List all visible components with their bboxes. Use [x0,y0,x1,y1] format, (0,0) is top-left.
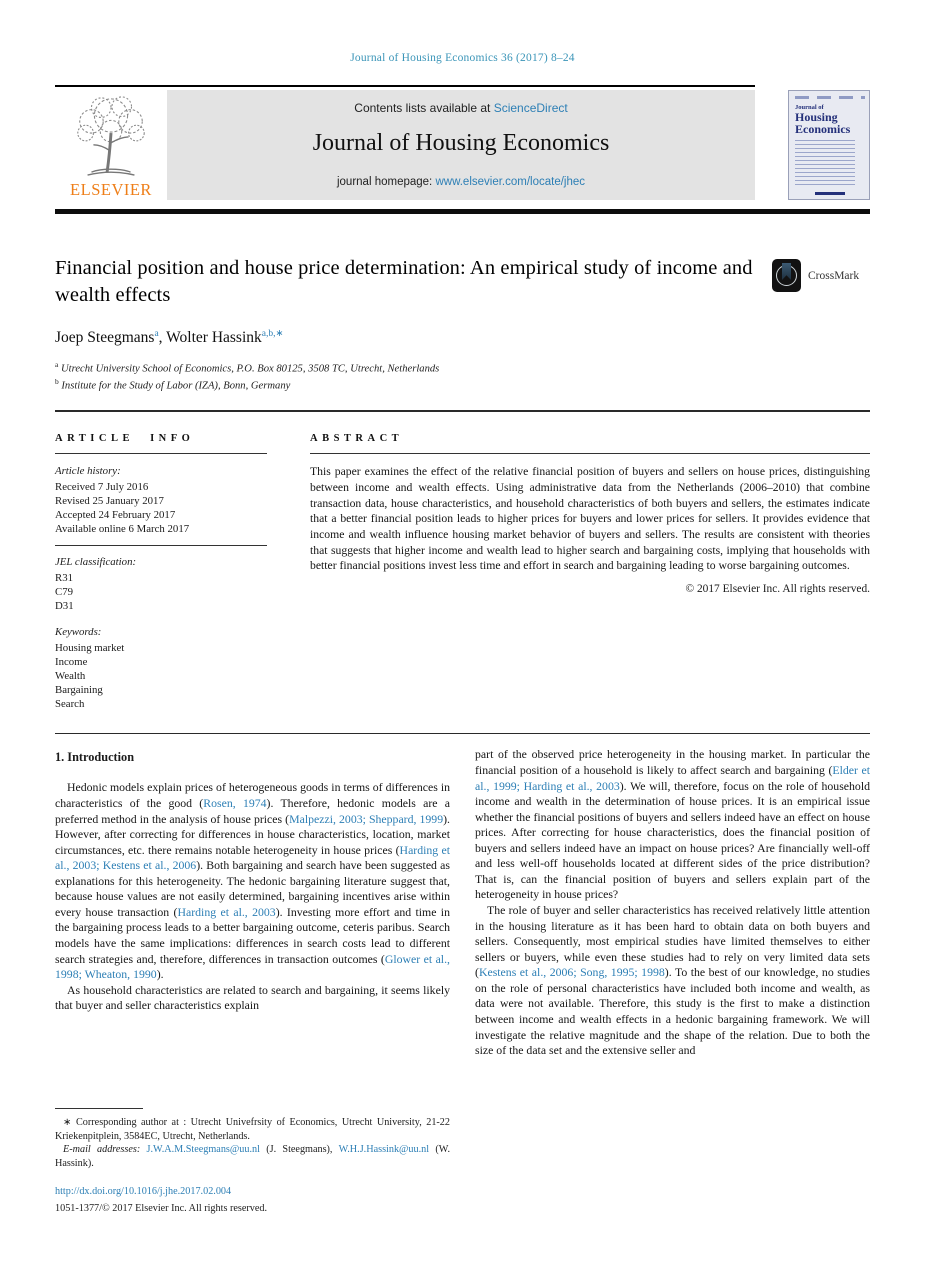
issn-copyright-line: 1051-1377/© 2017 Elsevier Inc. All rights reserved. [55,1202,268,1214]
author-2: Wolter Hassink [166,328,262,346]
cover-footer-mark [815,192,845,195]
inline-link[interactable]: Malpezzi, 2003; Sheppard, 1999 [289,811,444,826]
keyword: Bargaining [55,683,103,696]
homepage-line [167,176,755,188]
cover-contents-lines [795,140,855,186]
article-first-page [0,52,925,1215]
body-paragraph: Hedonic models explain prices of heterogeneous goods in terms of differences in characteristics of the good (Rosen, 1974). Therefore, hedonic models are a preferred method in the analysis of house prices (Malpezzi, 2003; Sheppard, 1999). However, after correcting for differences in house characteristics, location, market circumstances, etc. there remains notable heterogeneity in house prices (Harding et al., 2003; Kestens et al., 2006). Both bargaining and search have been suggested as explanations for this heterogeneity. The hedonic bargaining literature suggest that, because house values are not easily determined, bargaining incentives arise within every house transaction (Harding et al., 2003). Investing more effort and time in the bargaining process leads to a better bargaining outcome, ceteris paribus. Search models have the same implications: differences in search costs lead to different search strategies and, therefore, differences in transaction outcomes (Glower et al., 1998; Wheaton, 1990). [55,780,450,982]
inline-link[interactable]: Rosen, 1974 [203,795,267,810]
keyword: Wealth [55,669,86,682]
elsevier-tree-icon [61,94,161,178]
elsevier-wordmark: ELSEVIER [70,180,152,199]
email-label: E-mail addresses: [63,1144,141,1156]
keywords-label: Keywords: [55,626,102,639]
keyword: Income [55,655,88,668]
body-paragraph: As household characteristics are related to search and bargaining, it seems likely that buyer and seller characteristics explain [55,982,450,1013]
history-label: Article history: [55,465,121,478]
jel-label: JEL classification: [55,556,137,569]
title-row [55,255,870,309]
inline-link[interactable]: Harding et al., 2003 [177,904,276,919]
homepage-link[interactable]: www.elsevier.com/locate/jhec [435,176,586,188]
inline-link[interactable]: Glower et al., 1998; Wheaton, 1990 [55,951,450,982]
history-separator-rule [55,545,267,546]
info-abstract-section [55,433,870,711]
inline-link[interactable]: Kestens et al., 2006; Song, 1995; 1998 [478,965,665,980]
affiliation-a-text: Utrecht University School of Economics, P.O. Box 80125, 3508 TC, Utrecht, Netherlands [61,363,440,375]
author-1: Joep Steegmans [55,328,155,346]
abstract-rule [310,453,870,455]
crossmark-label: CrossMark [808,269,860,282]
top-rule [55,85,755,87]
cover-title-line1: Housing [795,110,838,124]
right-column [475,747,870,1215]
rule-after-affiliations [55,410,870,412]
banner-center [167,90,755,200]
author-1-affiliation-mark[interactable]: a [154,328,159,339]
article-info-column [55,433,267,711]
history-accepted: Accepted 24 February 2017 [55,509,176,522]
keyword: Housing market [55,641,125,654]
crossmark-icon [772,259,801,292]
affiliation-b-mark: b [55,376,59,386]
section-heading-introduction: 1. Introduction [55,750,135,765]
journal-cover-thumbnail[interactable] [788,90,870,200]
abstract-text: This paper examines the effect of the relative financial position of buyers and sellers on house prices, distinguishing between income and wealth effects. Using administrative data from the Netherlands (2006–2010) that combine transaction data, house characteristics, and household characteristics of both buyers and sellers, the estimates indicate that a better financial position leads to higher prices for buyers and lower prices for sellers. It provides evidence that income and wealth influence housing market behavior of buyers and sellers. The results are consistent with theories that suggests that higher income and wealth lead to higher search and bargaining costs, implying that households with better financial positions invest less time and effort in search and bargaining leading to worse bargaining outcomes. [310,465,870,573]
spacer [55,613,267,625]
jel-code: D31 [55,600,74,613]
left-column [55,747,450,1215]
cover-masthead-lines [795,96,865,99]
affiliations [55,360,870,394]
footnote-block [55,1108,450,1216]
sciencedirect-link[interactable]: ScienceDirect [493,101,568,115]
contents-line [167,101,755,115]
inline-link[interactable]: Harding et al., 2003; Kestens et al., 2006 [55,842,450,873]
history-received: Received 7 July 2016 [55,481,149,494]
doi-link[interactable]: http://dx.doi.org/10.1016/j.jhe.2017.02.004 [55,1186,232,1198]
keyword: Search [55,697,85,710]
jel-code: R31 [55,572,73,584]
body-paragraph: part of the observed price heterogeneity in the housing market. In particular the financial position of a household is likely to affect search and bargaining (Elder et al., 1999; Harding et al., 2003). We will, therefore, focus on the role of household income and wealth in the determination of house prices. It is an empirical issue whether the financial positions of buyers and sellers indeed have an effect on house prices. After correcting for house characteristics, does the financial position of buyers and sellers indeed have an impact on house prices? Are financially well-off and less well-off households located at different sides of the price distribution? That is, can the financial position of buyers and sellers explain part of the heterogeneity in house prices? [475,747,871,902]
copyright-line: © 2017 Elsevier Inc. All rights reserved. [685,583,870,596]
body-paragraph: The role of buyer and seller characteristics has received relatively little attention in the housing literature as it has been hard to obtain data on both buyers and sellers. Consequently, most empirical studies have limited themselves to either sellers or buyers, while even these studies had to rely on very limited data sets (Kestens et al., 2006; Song, 1995; 1998). To the best of our knowledge, no studies on the role of personal characteristics have included both income and wealth, as data were not available. Therefore, this study is the first to make a distinction between income and wealth effects in a hedonic bargaining framework. We will investigate the relative magnitude and the shape of the relation. Due to both the size of the data set and the extensive seller and [475,903,870,1058]
corresponding-author-note: ∗ Corresponding author at : Utrecht Univefrsity of Economics, Utrecht University, 21-22 Kriekenpitplein, 3584EC, Utrecht, Netherlands. [55,1117,450,1142]
inline-link[interactable]: Elder et al., 1999; Harding et al., 2003 [475,762,871,793]
elsevier-logo[interactable] [55,90,167,200]
affiliation-a-mark: a [55,359,59,369]
authors-separator: , [158,328,167,346]
paper-title: Financial position and house price determination: An empirical study of income and wealth effects [55,256,753,306]
history-online: Available online 6 March 2017 [55,523,190,536]
cover-title-line2: Economics [795,122,851,137]
affiliation-a [55,360,870,377]
journal-banner [55,90,870,200]
rule-before-body [55,733,870,735]
inline-link[interactable]: J.W.A.M.Steegmans@uu.nl [146,1144,260,1156]
affiliation-b [55,377,870,394]
jel-code: C79 [55,586,73,599]
journal-title: Journal of Housing Economics [312,130,610,156]
body-columns [55,747,870,1215]
article-info-header: ARTICLE INFO [55,432,195,444]
crossmark-badge[interactable] [772,258,859,294]
journal-citation: Journal of Housing Economics 36 (2017) 8–24 [350,52,575,64]
homepage-prefix: journal homepage: [336,176,436,188]
header-thick-rule [55,209,870,214]
affiliation-b-text: Institute for the Study of Labor (IZA), Bonn, Germany [61,380,291,392]
cover-journal-of: Journal of [795,104,824,111]
inline-link[interactable]: W.H.J.Hassink@uu.nl [338,1144,430,1156]
abstract-column [310,433,870,711]
footnote-rule [55,1108,143,1109]
history-revised: Revised 25 January 2017 [55,495,164,508]
author-2-affiliation-mark[interactable]: a,b,∗ [261,328,284,339]
contents-prefix: Contents lists available at [354,101,494,115]
abstract-header: ABSTRACT [310,432,404,444]
authors-line [55,328,870,347]
article-info-rule [55,453,267,455]
email-addresses-note [55,1143,450,1170]
email-links: J.W.A.M.Steegmans@uu.nl (J. Steegmans), W.H.J.Hassink@uu.nl (W. Hassink). [55,1144,450,1169]
doi-line [55,1185,450,1199]
